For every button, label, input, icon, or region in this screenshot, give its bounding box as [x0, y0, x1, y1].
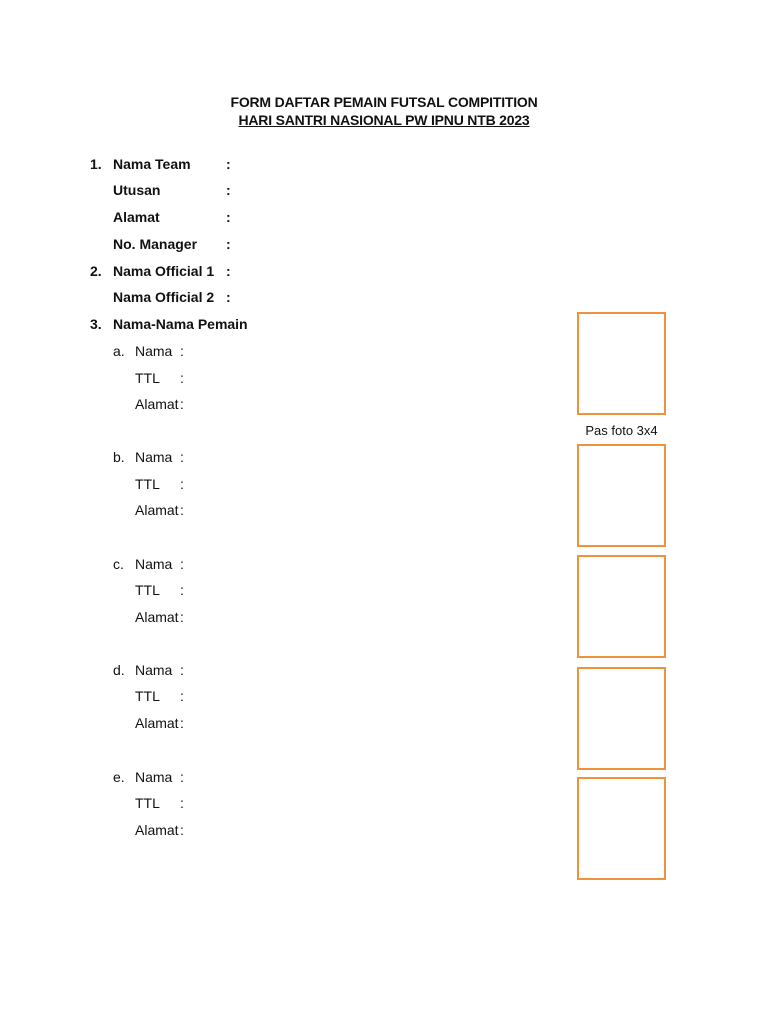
field-colon: : — [180, 822, 184, 838]
player-field-ttl: TTL — [135, 370, 160, 386]
field-colon: : — [226, 289, 231, 305]
player-field-alamat: Alamat — [135, 502, 179, 518]
field-colon: : — [180, 688, 184, 704]
player-field-alamat: Alamat — [135, 822, 179, 838]
player-field-nama: Nama — [135, 449, 173, 465]
field-colon: : — [180, 715, 184, 731]
player-field-ttl: TTL — [135, 795, 160, 811]
field-label-team-name: Nama Team — [113, 156, 191, 172]
player-field-alamat: Alamat — [135, 396, 179, 412]
section-number: 1. — [90, 156, 102, 172]
field-label-official-2: Nama Official 2 — [113, 289, 215, 305]
field-colon: : — [180, 609, 184, 625]
field-colon: : — [180, 449, 184, 465]
field-colon: : — [180, 502, 184, 518]
player-letter: b. — [113, 449, 125, 465]
player-letter: d. — [113, 662, 125, 678]
field-label-official-1: Nama Official 1 — [113, 263, 215, 279]
form-title: FORM DAFTAR PEMAIN FUTSAL COMPITITION — [230, 94, 538, 110]
form-subtitle: HARI SANTRI NASIONAL PW IPNU NTB 2023 — [238, 112, 530, 128]
field-label-utusan: Utusan — [113, 182, 161, 198]
field-colon: : — [226, 182, 231, 198]
field-colon: : — [226, 209, 231, 225]
photo-caption: Pas foto 3x4 — [585, 423, 658, 438]
player-field-alamat: Alamat — [135, 609, 179, 625]
player-field-alamat: Alamat — [135, 715, 179, 731]
player-field-nama: Nama — [135, 343, 173, 359]
field-colon: : — [180, 476, 184, 492]
field-colon: : — [180, 556, 184, 572]
photo-box-e — [577, 777, 666, 880]
player-field-nama: Nama — [135, 556, 173, 572]
player-field-ttl: TTL — [135, 476, 160, 492]
section-label-players: Nama-Nama Pemain — [113, 316, 248, 332]
photo-box-b — [577, 444, 666, 547]
field-label-alamat: Alamat — [113, 209, 160, 225]
section-number: 2. — [90, 263, 102, 279]
photo-box-c — [577, 555, 666, 658]
photo-box-a — [577, 312, 666, 415]
field-colon: : — [226, 236, 231, 252]
field-colon: : — [180, 582, 184, 598]
photo-box-d — [577, 667, 666, 770]
field-colon: : — [180, 795, 184, 811]
player-letter: a. — [113, 343, 125, 359]
field-colon: : — [180, 396, 184, 412]
field-colon: : — [180, 370, 184, 386]
player-letter: c. — [113, 556, 124, 572]
field-colon: : — [180, 343, 184, 359]
player-letter: e. — [113, 769, 125, 785]
field-colon: : — [180, 769, 184, 785]
field-colon: : — [226, 156, 231, 172]
player-field-nama: Nama — [135, 769, 173, 785]
field-colon: : — [226, 263, 231, 279]
field-colon: : — [180, 662, 184, 678]
player-field-ttl: TTL — [135, 582, 160, 598]
player-field-ttl: TTL — [135, 688, 160, 704]
field-label-manager: No. Manager — [113, 236, 198, 252]
player-field-nama: Nama — [135, 662, 173, 678]
section-number: 3. — [90, 316, 102, 332]
